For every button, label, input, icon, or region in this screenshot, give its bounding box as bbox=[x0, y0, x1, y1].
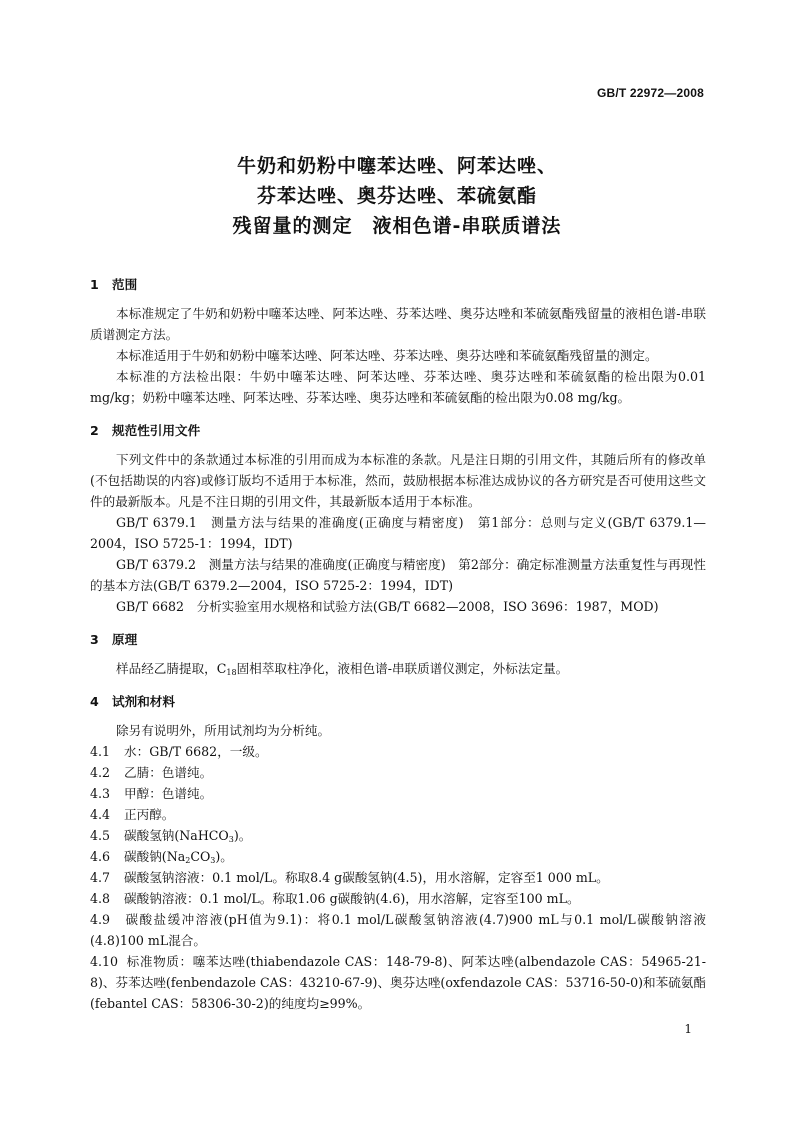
section-number: 4 bbox=[90, 694, 99, 709]
paragraph: 样品经乙腈提取，$C_{18}$固相萃取柱净化，液相色谱-串联质谱仪测定，外标法定量。 bbox=[116, 661, 569, 677]
reagent-item: 4.6 碳酸钠$(Na_2CO_3)$。 bbox=[90, 849, 233, 865]
section-title: 试剂和材料 bbox=[112, 694, 175, 709]
section-heading-principle bbox=[90, 629, 706, 650]
section-title: 规范性引用文件 bbox=[112, 423, 201, 438]
section-heading-normative-references bbox=[90, 420, 706, 441]
paragraph: 本标准适用于牛奶和奶粉中噻苯达唑、阿苯达唑、芬苯达唑、奥芬达唑和苯硫氨酯残留量的测定。 bbox=[116, 348, 658, 363]
reference-item: GB/T 6379.2 测量方法与结果的准确度(正确度与精密度) 第2部分：确定标准测量方法重复性与再现性的基本方法(GB/T 6379.2—2004，ISO 5725-2：1994，IDT) bbox=[90, 557, 706, 593]
section-heading-scope bbox=[90, 274, 706, 295]
reagent-item: 4.5 碳酸氢钠(NaHCO$_3$)。 bbox=[90, 828, 252, 844]
reference-item: GB/T 6682 分析实验室用水规格和试验方法(GB/T 6682—2008，ISO 3696：1987，MOD) bbox=[116, 599, 659, 614]
document-title-line-2: 芬苯达唑、奥芬达唑、苯硫氨酯 bbox=[256, 185, 537, 207]
section-number: 3 bbox=[90, 632, 99, 647]
section-number: 1 bbox=[90, 277, 99, 292]
document-title-line-1: 牛奶和奶粉中噻苯达唑、阿苯达唑、 bbox=[236, 155, 557, 177]
standard-code: GB/T 22972—2008 bbox=[596, 86, 704, 100]
reference-item: GB/T 6379.1 测量方法与结果的准确度(正确度与精密度) 第1部分：总则与定义(GB/T 6379.1—2004，ISO 5725-1：1994，IDT) bbox=[90, 515, 706, 551]
paragraph: 本标准规定了牛奶和奶粉中噻苯达唑、阿苯达唑、芬苯达唑、奥芬达唑和苯硫氨酯残留量的液相色谱-串联质谱测定方法。 bbox=[90, 306, 706, 342]
reagent-item: 4.7 碳酸氢钠溶液：0.1 mol/L。称取8.4 g碳酸氢钠(4.5)，用水溶解，定容至1 000 mL。 bbox=[90, 870, 609, 885]
page-number: 1 bbox=[684, 1022, 692, 1036]
reagent-item: 4.9 碳酸盐缓冲溶液(pH值为9.1)：将0.1 mol/L碳酸氢钠溶液(4.7)900 mL与0.1 mol/L碳酸钠溶液(4.8)100 mL混合。 bbox=[90, 912, 706, 948]
section-title: 范围 bbox=[112, 277, 138, 292]
document-body bbox=[90, 274, 706, 1014]
section-heading-reagents bbox=[90, 691, 706, 712]
reagent-item: 4.10 标准物质：噻苯达唑(thiabendazole CAS：148-79-8)、阿苯达唑(albendazole CAS：54965-21-8)、芬苯达唑(fenbendazole CAS：43210-67-9)、奥芬达唑(oxfendazole CAS：53716-50-0)和苯硫氨酯(febantel CAS：58306-30-2)的纯度均≥99%。 bbox=[90, 954, 706, 1011]
reagent-item: 4.2 乙腈：色谱纯。 bbox=[90, 765, 213, 780]
reagent-item: 4.8 碳酸钠溶液：0.1 mol/L。称取1.06 g碳酸钠(4.6)，用水溶解，定容至100 mL。 bbox=[90, 891, 580, 906]
paragraph: 除另有说明外，所用试剂均为分析纯。 bbox=[116, 723, 331, 738]
section-title: 原理 bbox=[112, 632, 138, 647]
document-title-line-3: 残留量的测定 液相色谱-串联质谱法 bbox=[232, 215, 562, 237]
paragraph: 下列文件中的条款通过本标准的引用而成为本标准的条款。凡是注日期的引用文件，其随后所有的修改单(不包括勘误的内容)或修订版均不适用于本标准，然而，鼓励根据本标准达成协议的各方研究是否可使用这些文件的最新版本。凡是不注日期的引用文件，其最新版本适用于本标准。 bbox=[90, 452, 706, 509]
reagent-item: 4.3 甲醇：色谱纯。 bbox=[90, 786, 213, 801]
reagent-item: 4.4 正丙醇。 bbox=[90, 807, 175, 822]
section-number: 2 bbox=[90, 423, 99, 438]
paragraph: 本标准的方法检出限：牛奶中噻苯达唑、阿苯达唑、芬苯达唑、奥芬达唑和苯硫氨酯的检出限为0.01 mg/kg；奶粉中噻苯达唑、阿苯达唑、芬苯达唑、奥芬达唑和苯硫氨酯的检出限为0.08 mg/kg。 bbox=[90, 369, 706, 405]
reagent-item: 4.1 水：GB/T 6682，一级。 bbox=[90, 744, 268, 759]
